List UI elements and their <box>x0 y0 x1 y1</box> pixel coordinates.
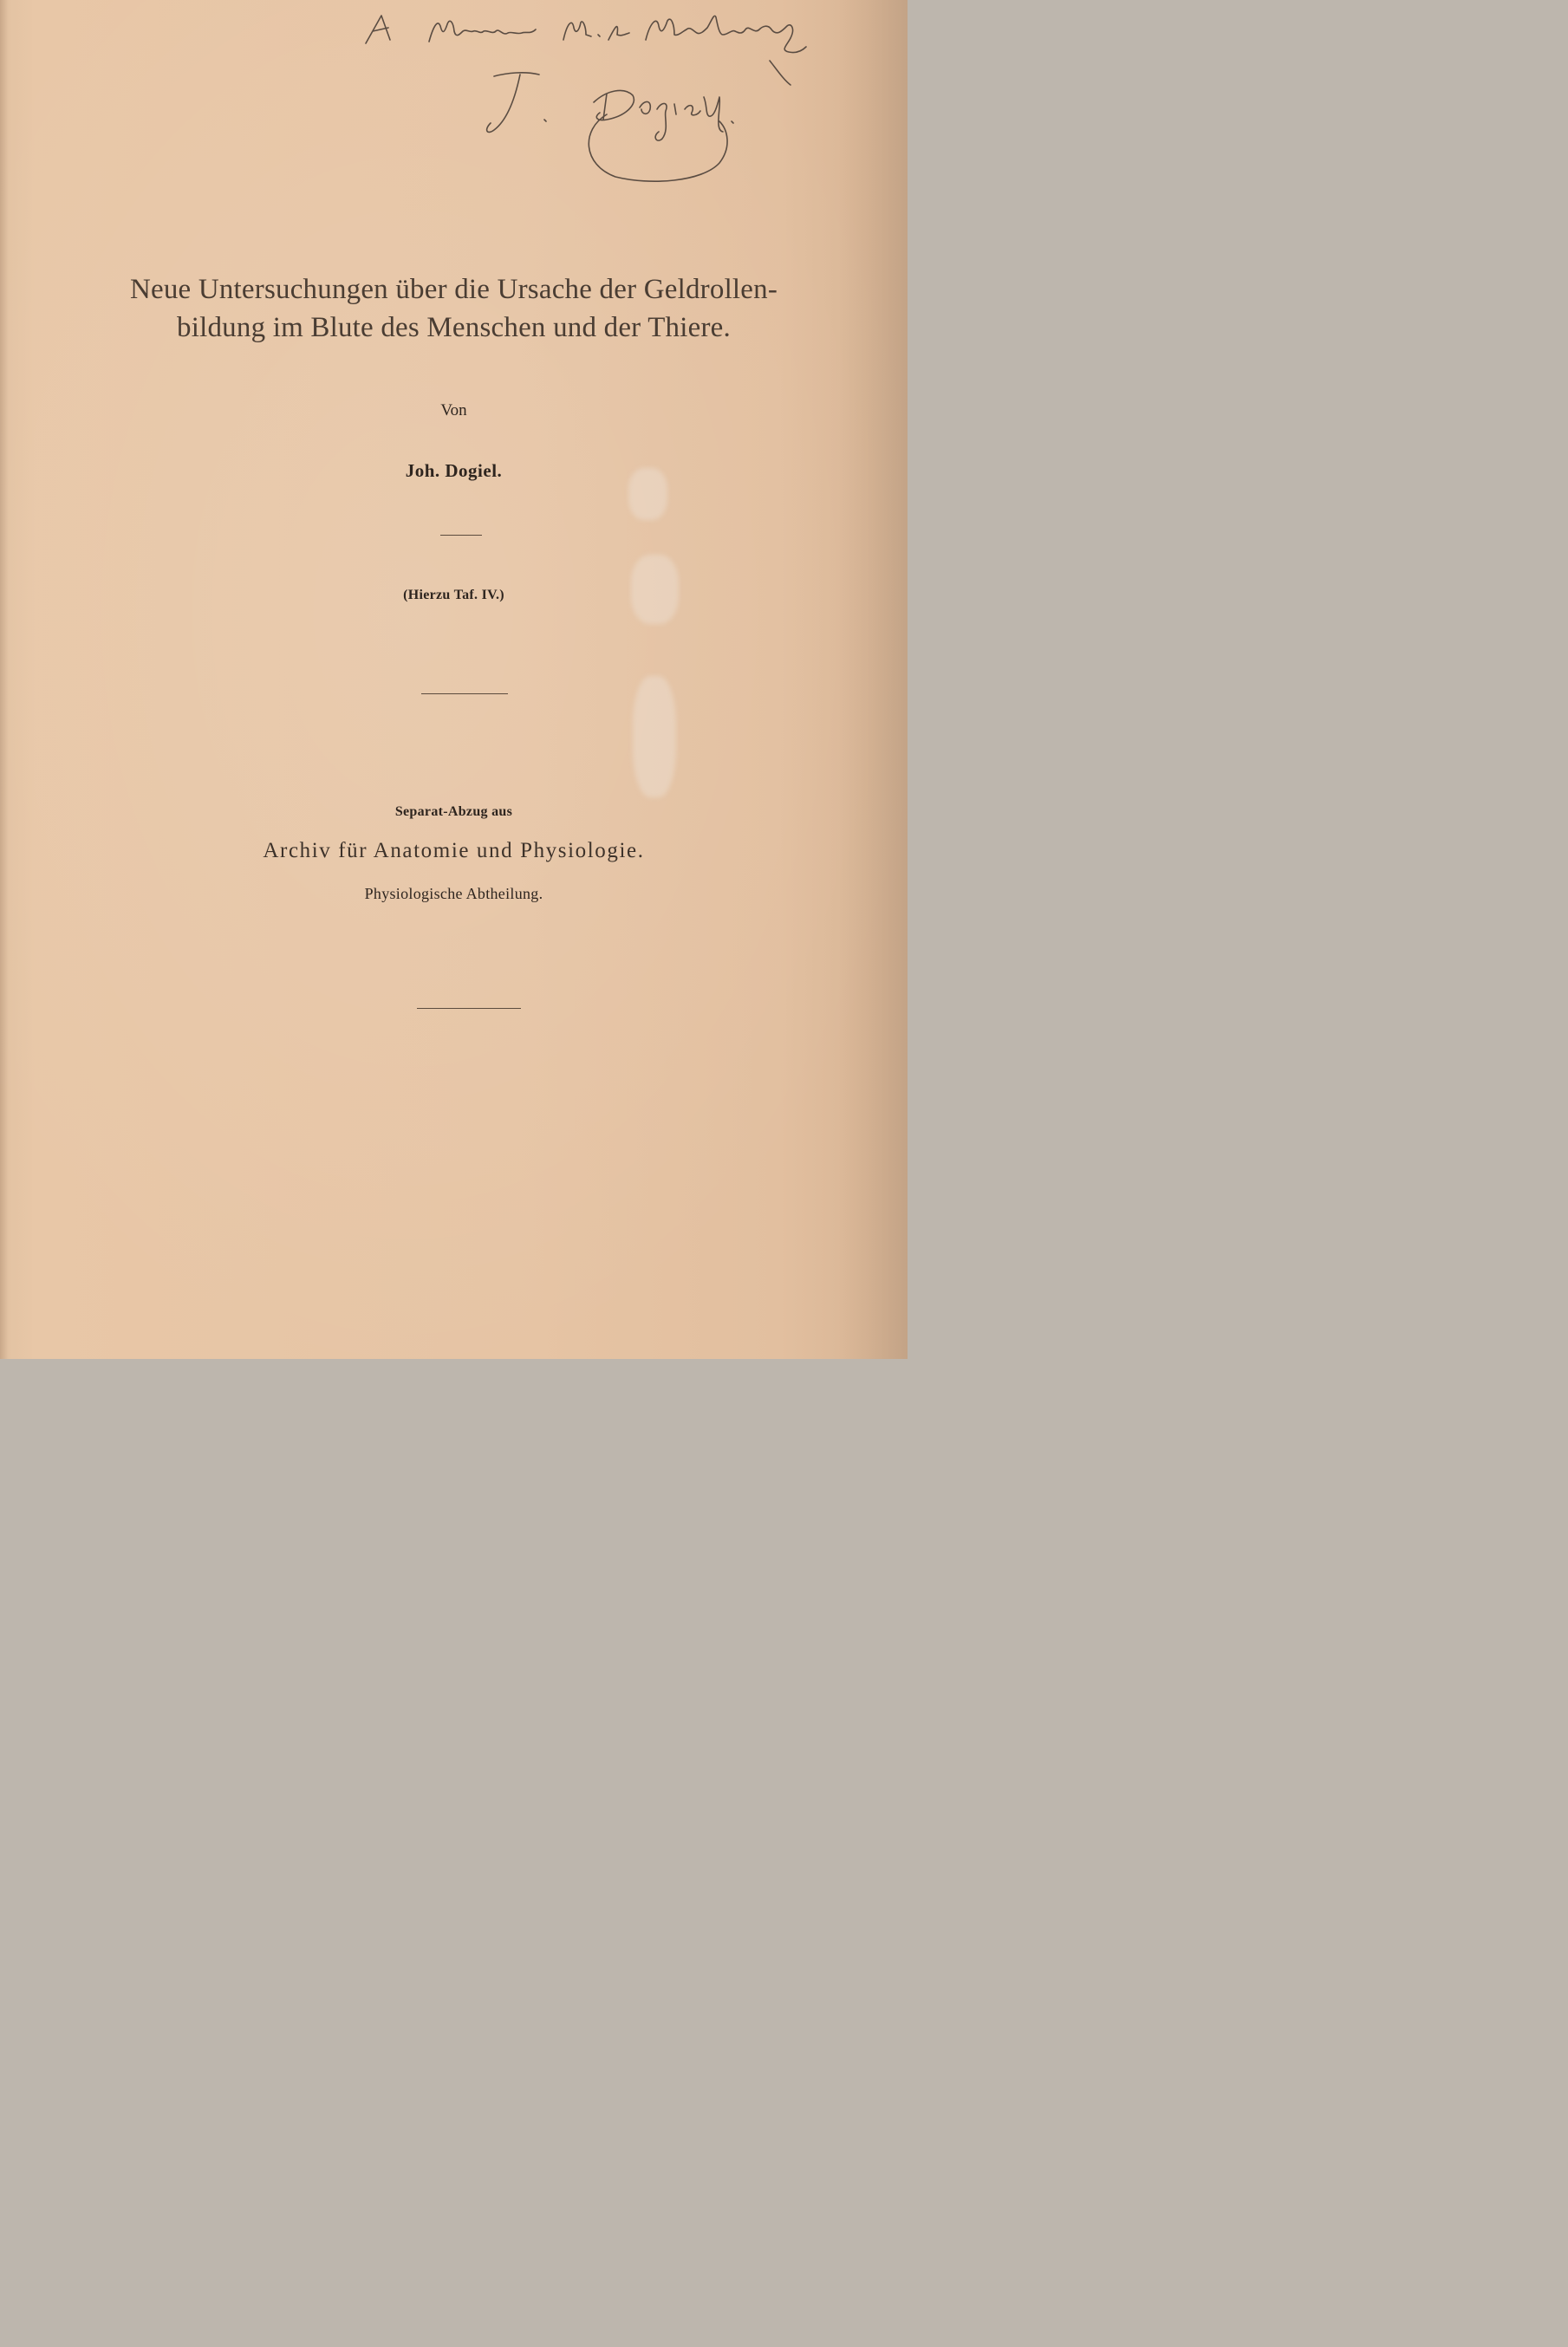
divider-rule <box>440 535 482 536</box>
paper-stain <box>633 676 676 797</box>
offprint-label: Separat-Abzug aus <box>394 804 513 819</box>
journal-section: Physiologische Abtheilung. <box>364 885 543 902</box>
plate-note: (Hierzu Taf. IV.) <box>403 588 504 602</box>
title-line-2: bildung im Blute des Menschen und der Thiere. <box>177 312 731 343</box>
paper-title <box>0 270 908 347</box>
byline-von: Von <box>440 401 467 419</box>
inscription-drawing <box>347 0 832 199</box>
author-name: Joh. Dogiel. <box>405 460 503 481</box>
document-page <box>0 0 908 1359</box>
journal-title: Archiv für Anatomie und Physiologie. <box>263 839 645 862</box>
title-line-1: Neue Untersuchungen über die Ursache der Geldrollen- <box>129 274 778 305</box>
page-edge-shading <box>838 0 908 1359</box>
divider-rule <box>417 1008 521 1009</box>
handwritten-dedication <box>347 0 832 199</box>
divider-rule <box>421 693 508 694</box>
